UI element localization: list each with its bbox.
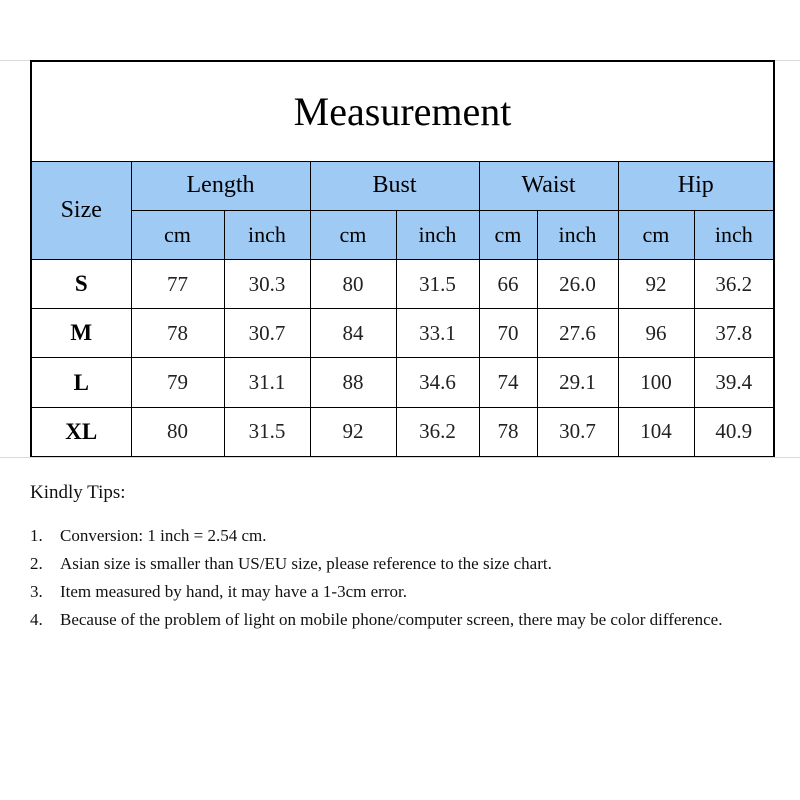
tip-text: Asian size is smaller than US/EU size, please reference to the size chart. bbox=[60, 554, 552, 573]
table-cell: 104 bbox=[618, 407, 694, 457]
bottom-divider bbox=[0, 457, 800, 458]
table-cell: 96 bbox=[618, 309, 694, 358]
table-cell: 88 bbox=[310, 358, 396, 407]
table-cell: 84 bbox=[310, 309, 396, 358]
table-cell: 40.9 bbox=[694, 407, 774, 457]
tip-item bbox=[30, 606, 770, 634]
size-label: M bbox=[31, 309, 131, 358]
table-cell: 100 bbox=[618, 358, 694, 407]
unit-header-cm: cm bbox=[310, 210, 396, 259]
table-cell: 33.1 bbox=[396, 309, 479, 358]
table-cell: 31.5 bbox=[224, 407, 310, 457]
waist-group-header: Waist bbox=[479, 161, 618, 210]
size-column-header: Size bbox=[31, 161, 131, 259]
tip-item bbox=[30, 550, 770, 578]
unit-header-cm: cm bbox=[618, 210, 694, 259]
kindly-tips-section bbox=[30, 482, 770, 634]
tip-text: Because of the problem of light on mobile phone/computer screen, there may be color difference. bbox=[60, 610, 723, 629]
table-cell: 34.6 bbox=[396, 358, 479, 407]
tips-heading: Kindly Tips: bbox=[30, 482, 126, 503]
tip-number: 3. bbox=[30, 582, 43, 601]
unit-header-inch: inch bbox=[537, 210, 618, 259]
size-chart-table bbox=[30, 60, 775, 458]
unit-header-cm: cm bbox=[479, 210, 537, 259]
length-group-header: Length bbox=[131, 161, 310, 210]
table-cell: 30.7 bbox=[537, 407, 618, 457]
table-cell: 37.8 bbox=[694, 309, 774, 358]
hip-group-header: Hip bbox=[618, 161, 774, 210]
table-cell: 80 bbox=[310, 259, 396, 308]
table-row bbox=[31, 309, 774, 358]
table-cell: 80 bbox=[131, 407, 224, 457]
tip-item bbox=[30, 522, 770, 550]
table-cell: 92 bbox=[310, 407, 396, 457]
tip-number: 4. bbox=[30, 610, 43, 629]
bust-group-header: Bust bbox=[310, 161, 479, 210]
table-cell: 92 bbox=[618, 259, 694, 308]
table-cell: 78 bbox=[479, 407, 537, 457]
size-label: L bbox=[31, 358, 131, 407]
tip-number: 1. bbox=[30, 526, 43, 545]
table-cell: 39.4 bbox=[694, 358, 774, 407]
tip-number: 2. bbox=[30, 554, 43, 573]
unit-header-inch: inch bbox=[694, 210, 774, 259]
unit-header-inch: inch bbox=[396, 210, 479, 259]
tip-text: Item measured by hand, it may have a 1-3cm error. bbox=[60, 582, 407, 601]
size-label: XL bbox=[31, 407, 131, 457]
table-cell: 31.1 bbox=[224, 358, 310, 407]
table-cell: 78 bbox=[131, 309, 224, 358]
tips-list bbox=[30, 522, 770, 634]
table-cell: 77 bbox=[131, 259, 224, 308]
table-cell: 79 bbox=[131, 358, 224, 407]
table-cell: 30.7 bbox=[224, 309, 310, 358]
table-cell: 30.3 bbox=[224, 259, 310, 308]
table-row bbox=[31, 259, 774, 308]
size-label: S bbox=[31, 259, 131, 308]
table-cell: 70 bbox=[479, 309, 537, 358]
table-title: Measurement bbox=[31, 61, 774, 161]
table-cell: 26.0 bbox=[537, 259, 618, 308]
table-cell: 27.6 bbox=[537, 309, 618, 358]
table-row bbox=[31, 358, 774, 407]
table-cell: 36.2 bbox=[396, 407, 479, 457]
table-cell: 74 bbox=[479, 358, 537, 407]
table-cell: 29.1 bbox=[537, 358, 618, 407]
tip-item bbox=[30, 578, 770, 606]
tip-text: Conversion: 1 inch = 2.54 cm. bbox=[60, 526, 267, 545]
unit-header-cm: cm bbox=[131, 210, 224, 259]
unit-header-inch: inch bbox=[224, 210, 310, 259]
table-cell: 66 bbox=[479, 259, 537, 308]
table-cell: 31.5 bbox=[396, 259, 479, 308]
table-cell: 36.2 bbox=[694, 259, 774, 308]
table-row bbox=[31, 407, 774, 457]
